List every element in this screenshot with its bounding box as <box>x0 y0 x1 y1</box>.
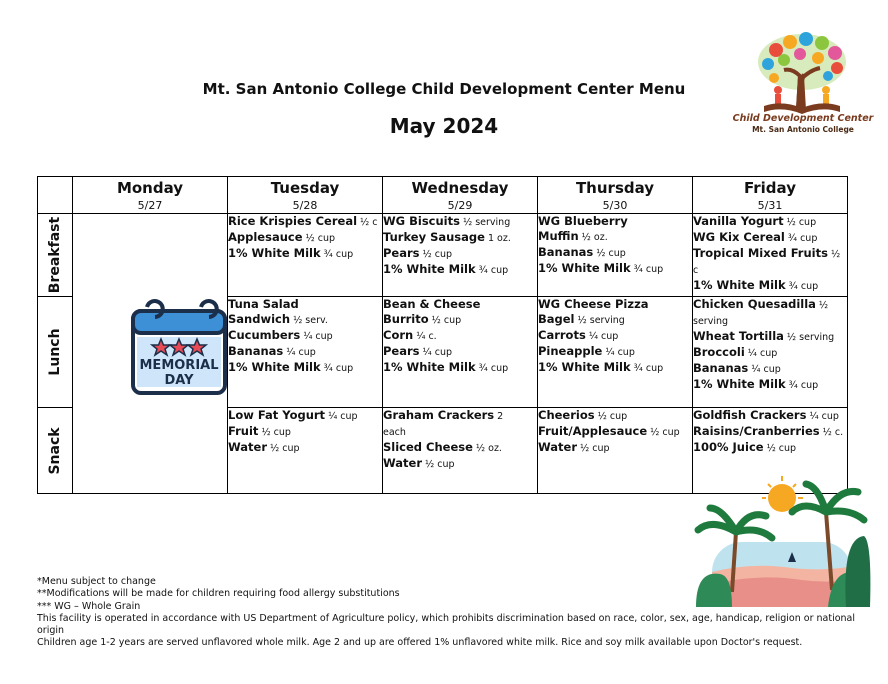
menu-item-name: Sandwich <box>228 312 291 326</box>
menu-item-name: Wheat Tortilla <box>693 329 784 343</box>
row-label-snack <box>38 408 73 494</box>
menu-cell-wednesday-snack <box>383 408 538 494</box>
menu-item-name: Bananas <box>538 245 594 259</box>
menu-item-portion: ¼ cup <box>300 331 333 342</box>
menu-item <box>538 408 692 424</box>
menu-item-portion: ¾ cup <box>630 264 664 275</box>
menu-item <box>693 440 847 456</box>
menu-item-name: Fruit/Applesauce <box>538 424 648 438</box>
menu-item-portion: ½ cup <box>302 233 336 244</box>
menu-item-name: 1% White Milk <box>538 261 631 275</box>
header-row <box>38 177 848 214</box>
row-label-text: Breakfast <box>47 216 63 294</box>
menu-item <box>538 229 692 245</box>
menu-item-portion: ½ cup <box>419 249 453 260</box>
menu-item <box>383 344 537 360</box>
menu-item <box>538 312 692 328</box>
row-label-text: Snack <box>47 426 63 475</box>
menu-item <box>693 377 847 393</box>
menu-item-name: Chicken Quesadilla <box>693 297 816 311</box>
menu-item-portion: ½ cup <box>577 443 610 454</box>
menu-item-name: WG Cheese Pizza <box>538 297 649 311</box>
menu-item-portion: ¾ cup <box>784 233 818 244</box>
menu-item <box>538 214 692 229</box>
day-header-friday <box>693 177 848 214</box>
menu-item-portion: ¾ cup <box>785 380 819 391</box>
menu-cell-wednesday-breakfast <box>383 214 538 297</box>
day-name: Friday <box>743 179 796 197</box>
menu-item <box>383 262 537 278</box>
day-header-thursday <box>538 177 693 214</box>
menu-cell-friday-lunch <box>693 297 848 408</box>
menu-item <box>538 261 692 277</box>
footnote: This facility is operated in accordance with US Department of Agriculture policy, which prohibits discrimination based on race, color, sex, age, handicap, religion or national origin <box>37 612 856 637</box>
menu-item-portion: ¼ cup <box>748 364 781 375</box>
menu-item-name: Rice Krispies Cereal <box>228 214 358 228</box>
menu-item-portion: ½ cup <box>593 248 626 259</box>
menu-cell-tuesday-snack <box>228 408 383 494</box>
menu-item-portion: ¼ cup <box>602 347 635 358</box>
menu-item-name: Pears <box>383 344 420 358</box>
menu-item-portion: ¾ cup <box>475 265 509 276</box>
menu-item-portion: ¼ cup <box>325 411 358 422</box>
menu-item-name: Bagel <box>538 312 575 326</box>
month-title: May 2024 <box>389 114 499 138</box>
menu-item-name: Graham Crackers <box>383 408 495 422</box>
menu-item-portion: ½ c <box>357 217 378 228</box>
menu-item-name: Pineapple <box>538 344 603 358</box>
menu-item <box>538 424 692 440</box>
menu-item <box>383 360 537 376</box>
menu-item-portion: ½ c <box>693 249 841 276</box>
menu-item <box>228 214 382 230</box>
menu-item <box>383 246 537 262</box>
page-title: Mt. San Antonio College Child Development Center Menu <box>202 80 686 98</box>
menu-item-portion: ½ cup <box>422 459 455 470</box>
menu-table <box>37 176 848 494</box>
menu-item <box>228 246 382 262</box>
menu-item-name: 1% White Milk <box>228 360 321 374</box>
footnotes <box>37 576 857 650</box>
menu-item <box>693 408 847 424</box>
corner-cell <box>38 177 73 214</box>
day-date: 5/30 <box>602 199 628 212</box>
menu-cell-thursday-breakfast <box>538 214 693 297</box>
menu-item-name: Cheerios <box>538 408 595 422</box>
menu-item-portion: ¾ cup <box>630 363 664 374</box>
menu-item-name: Goldfish Crackers <box>693 408 807 422</box>
menu-item-portion: ½ oz. <box>578 232 608 243</box>
menu-item-portion: 1 oz. <box>484 233 511 244</box>
menu-item <box>228 424 382 440</box>
menu-item-portion: ¾ cup <box>320 363 354 374</box>
menu-item-name: Turkey Sausage <box>383 230 485 244</box>
menu-item-name: WG Blueberry <box>538 214 628 228</box>
menu-item-name: Sliced Cheese <box>383 440 473 454</box>
menu-item-portion: ½ cup <box>647 427 680 438</box>
menu-item <box>693 345 847 361</box>
day-date: 5/31 <box>757 199 783 212</box>
menu-item-portion: ¼ cup <box>585 331 619 342</box>
menu-item-name: Bean & Cheese <box>383 297 481 311</box>
menu-cell-thursday-snack <box>538 408 693 494</box>
menu-item <box>228 408 382 424</box>
menu-item <box>693 230 847 246</box>
menu-item-name: Burrito <box>383 312 429 326</box>
menu-item <box>228 440 382 456</box>
menu-cell-tuesday-lunch <box>228 297 383 408</box>
menu-item-portion: ½ cup <box>267 443 300 454</box>
menu-cell-thursday-lunch <box>538 297 693 408</box>
menu-item-portion: 2 <box>494 411 504 422</box>
day-name: Monday <box>116 179 184 197</box>
menu-item-name: Cucumbers <box>228 328 301 342</box>
menu-item-name: 1% White Milk <box>693 377 786 391</box>
menu-item-name: Pears <box>383 246 420 260</box>
menu-item-name: Water <box>383 456 423 470</box>
row-label-lunch <box>38 297 73 408</box>
menu-item-name: 100% Juice <box>693 440 764 454</box>
menu-item-portion: ½ cup <box>258 427 291 438</box>
footnote: Children age 1-2 years are served unflavored whole milk. Age 2 and up are offered 1% unflavored white milk. Rice and soy milk available upon Doctor's request. <box>37 637 803 649</box>
menu-item-portion: ½ cup <box>783 217 817 228</box>
menu-cell-friday-breakfast <box>693 214 848 297</box>
menu-item-portion: ¾ cup <box>475 363 509 374</box>
menu-item <box>693 329 847 345</box>
menu-item <box>538 440 692 456</box>
menu-item <box>383 424 537 440</box>
menu-item-portion: ½ <box>815 300 829 311</box>
day-date: 5/27 <box>137 199 163 212</box>
menu-item <box>383 328 537 344</box>
menu-item-portion: ½ serving <box>783 332 835 343</box>
menu-item-name: Carrots <box>538 328 586 342</box>
menu-item <box>383 312 537 328</box>
menu-item <box>693 278 847 294</box>
menu-item <box>228 344 382 360</box>
menu-item-portion: ¼ c. <box>413 331 437 342</box>
menu-item-name: Bananas <box>693 361 749 375</box>
menu-item <box>383 408 537 424</box>
menu-item-name: 1% White Milk <box>538 360 631 374</box>
menu-item-portion: ½ c. <box>819 427 844 438</box>
menu-item <box>228 230 382 246</box>
menu-item-name: 1% White Milk <box>383 262 476 276</box>
menu-item-portion: ¼ cup <box>283 347 316 358</box>
menu-item-portion: ½ serving <box>574 315 625 326</box>
menu-item-name: Water <box>228 440 268 454</box>
menu-item-portion: ¼ cup <box>806 411 839 422</box>
menu-item-name: Broccoli <box>693 345 745 359</box>
day-header-wednesday <box>383 177 538 214</box>
menu-item-name: Vanilla Yogurt <box>693 214 784 228</box>
menu-item <box>383 297 537 312</box>
menu-item <box>383 456 537 472</box>
row-label-text: Lunch <box>47 328 63 376</box>
day-header-monday <box>73 177 228 214</box>
menu-item-name: Corn <box>383 328 414 342</box>
calendar-icon <box>129 297 229 397</box>
menu-cell-tuesday-breakfast <box>228 214 383 297</box>
menu-item-name: 1% White Milk <box>693 278 786 292</box>
day-name: Tuesday <box>270 179 340 197</box>
day-name: Wednesday <box>411 179 509 197</box>
menu-item-name: Raisins/Cranberries <box>693 424 820 438</box>
menu-item-name: Fruit <box>228 424 259 438</box>
menu-item <box>228 360 382 376</box>
menu-item <box>228 297 382 312</box>
menu-item <box>693 313 847 329</box>
monday-holiday-cell <box>73 214 228 494</box>
row-label-breakfast <box>38 214 73 297</box>
menu-item-portion: ¼ cup <box>744 348 778 359</box>
logo-subtitle: Mt. San Antonio College <box>752 125 854 134</box>
menu-item-name: WG Kix Cereal <box>693 230 785 244</box>
menu-item <box>383 214 537 230</box>
holiday-line1: MEMORIAL <box>139 358 219 373</box>
menu-item <box>228 328 382 344</box>
menu-item-name: 1% White Milk <box>383 360 476 374</box>
menu-item <box>228 312 382 328</box>
menu-item-name: Tropical Mixed Fruits <box>693 246 828 260</box>
footnote: **Modifications will be made for children requiring food allergy substitutions <box>37 588 400 600</box>
footnote: *Menu subject to change <box>37 576 156 587</box>
menu-item <box>538 360 692 376</box>
menu-item <box>693 424 847 440</box>
menu-item <box>693 214 847 230</box>
menu-item-name: Bananas <box>228 344 284 358</box>
footnote: *** WG – Whole Grain <box>37 600 141 612</box>
menu-item-portion: ½ serv. <box>290 315 328 326</box>
menu-item <box>693 246 847 278</box>
day-header-tuesday <box>228 177 383 214</box>
menu-item-portion: each <box>383 427 406 438</box>
day-name: Thursday <box>575 179 655 197</box>
menu-item <box>693 361 847 377</box>
menu-item <box>383 440 537 456</box>
menu-item <box>538 328 692 344</box>
logo-title: Child Development Center <box>732 113 874 124</box>
menu-item <box>538 344 692 360</box>
menu-item-portion: ½ cup <box>763 443 797 454</box>
menu-item-portion: serving <box>693 316 729 327</box>
holiday-line2: DAY <box>164 373 194 388</box>
menu-item-portion: ½ cup <box>428 315 462 326</box>
menu-item-portion: ¾ cup <box>785 281 819 292</box>
menu-item <box>538 297 692 312</box>
menu-item-name: 1% White Milk <box>228 246 321 260</box>
menu-item-name: Water <box>538 440 578 454</box>
menu-item-portion: ½ serving <box>459 217 511 228</box>
menu-item-name: WG Biscuits <box>383 214 460 228</box>
breakfast-row <box>38 214 848 297</box>
menu-item-portion: ½ cup <box>594 411 628 422</box>
menu-item-name: Muffin <box>538 229 579 243</box>
menu-item-portion: ¾ cup <box>320 249 354 260</box>
menu-item-name: Low Fat Yogurt <box>228 408 326 422</box>
menu-item <box>538 245 692 261</box>
menu-item-name: Tuna Salad <box>228 297 299 311</box>
menu-item <box>693 297 847 313</box>
menu-item-portion: ½ oz. <box>472 443 502 454</box>
menu-item-name: Applesauce <box>228 230 303 244</box>
day-date: 5/28 <box>292 199 318 212</box>
day-date: 5/29 <box>447 199 473 212</box>
menu-cell-wednesday-lunch <box>383 297 538 408</box>
menu-item-portion: ¼ cup <box>419 347 453 358</box>
menu-item <box>383 230 537 246</box>
